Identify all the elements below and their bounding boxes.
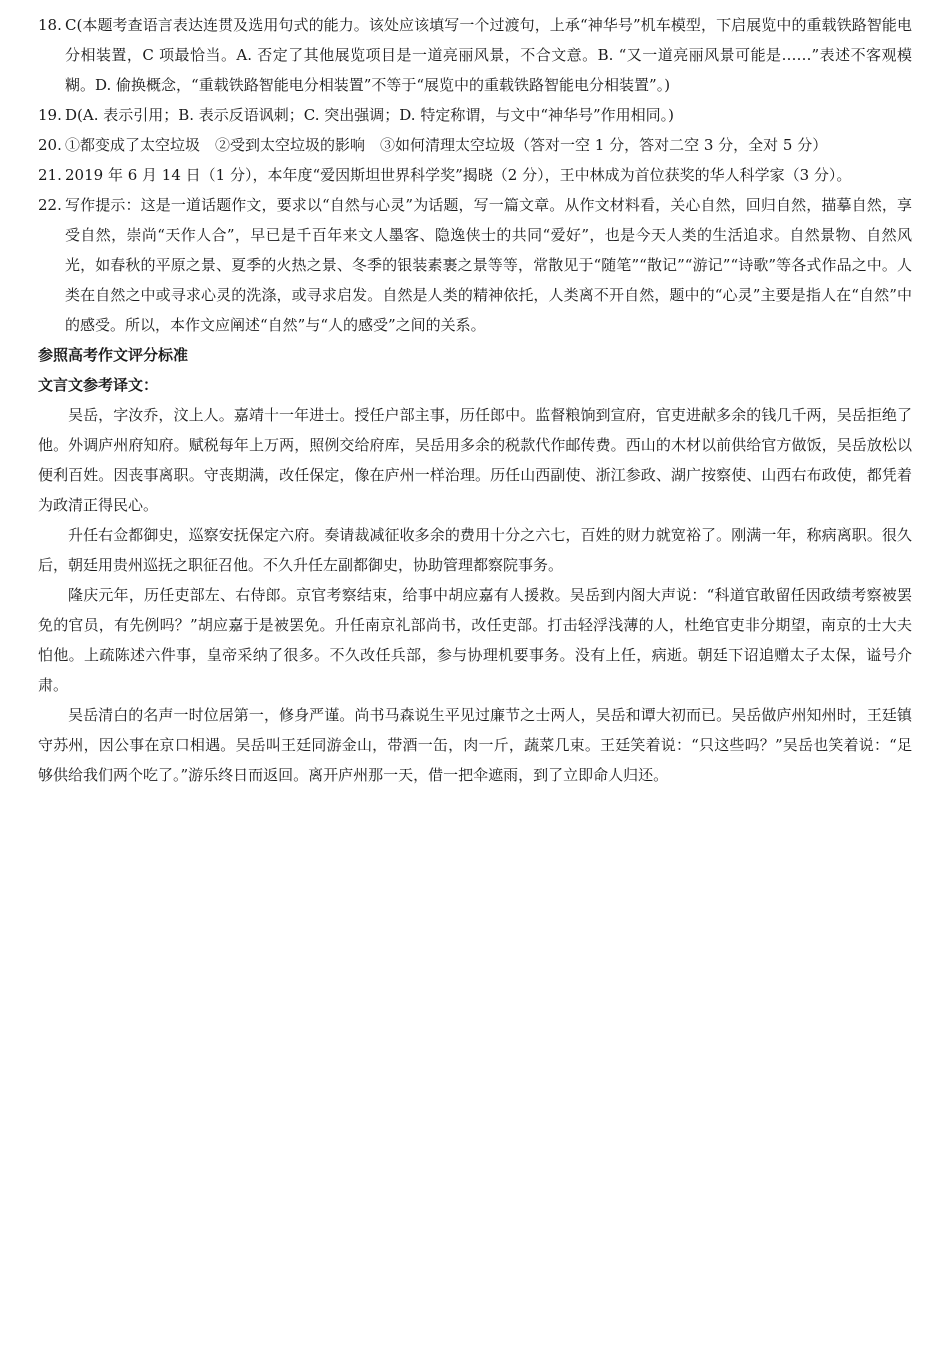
answer-text: ①都变成了太空垃圾 ②受到太空垃圾的影响 ③如何清理太空垃圾（答对一空 1 分，答对二空 3 分，全对 5 分） <box>65 136 828 154</box>
answer-text: C(本题考查语言表达连贯及选用句式的能力。该处应该填写一个过渡句，上承“神华号”机车模型，下启展览中的重载铁路智能电分相装置，C 项最恰当。A. 否定了其他展览项目是一道亮丽风景，不合文意。B. “又一道亮丽风景可能是……”表述不客观模糊。D. 偷换概念，“重载铁路智能电分相装置”不等于“展览中的重载铁路智能电分相装置”。) <box>65 16 912 94</box>
translation-paragraph-4: 吴岳清白的名声一时位居第一，修身严谨。尚书马森说生平见过廉节之士两人，吴岳和谭大初而已。吴岳做庐州知州时，王廷镇守苏州，因公事在京口相遇。吴岳叫王廷同游金山，带酒一缶，肉一斤，蔬菜几束。王廷笑着说：“只这些吗？”吴岳也笑着说：“足够供给我们两个吃了。”游乐终日而返回。离开庐州那一天，借一把伞遮雨，到了立即命人归还。 <box>38 706 912 784</box>
answer-18 <box>38 10 912 100</box>
translation-paragraph-3: 隆庆元年，历任吏部左、右侍郎。京官考察结束，给事中胡应嘉有人援救。吴岳到内阁大声说：“科道官敢留任因政绩考察被罢免的官员，有先例吗？”胡应嘉于是被罢免。升任南京礼部尚书，改任吏部。打击轻浮浅薄的人，杜绝官吏非分期望，南京的士大夫怕他。上疏陈述六件事，皇帝采纳了很多。不久改任兵部，参与协理机要事务。没有上任，病逝。朝廷下诏追赠太子太保，谥号介肃。 <box>38 586 912 694</box>
question-number: 21. <box>38 166 62 184</box>
answer-key-page <box>38 10 912 790</box>
answer-19 <box>38 100 912 130</box>
question-number: 22. <box>38 196 62 214</box>
answer-21 <box>38 160 912 190</box>
translation-heading: 文言文参考译文： <box>38 376 159 394</box>
answer-22 <box>38 190 912 340</box>
question-number: 19. <box>38 106 62 124</box>
question-number: 18. <box>38 16 62 34</box>
answer-text: 写作提示：这是一道话题作文，要求以“自然与心灵”为话题，写一篇文章。从作文材料看，关心自然，回归自然，描摹自然，享受自然，崇尚“天作人合”，早已是千百年来文人墨客、隐逸侠士的共同“爱好”，也是今天人类的生活追求。自然景物、自然风光，如春秋的平原之景、夏季的火热之景、冬季的银装素裹之景等等，常散见于“随笔”“散记”“游记”“诗歌”等各式作品之中。人类在自然之中或寻求心灵的洗涤，或寻求启发。自然是人类的精神依托，人类离不开自然，题中的“心灵”主要是指人在“自然”中的感受。所以，本作文应阐述“自然”与“人的感受”之间的关系。 <box>65 196 912 334</box>
scoring-standard-heading: 参照高考作文评分标准 <box>38 346 189 364</box>
translation-paragraph-2: 升任右佥都御史，巡察安抚保定六府。奏请裁减征收多余的费用十分之六七，百姓的财力就宽裕了。刚满一年，称病离职。很久后，朝廷用贵州巡抚之职征召他。不久升任左副都御史，协助管理都察院事务。 <box>38 526 912 574</box>
answer-text: D(A. 表示引用；B. 表示反语讽刺；C. 突出强调；D. 特定称谓，与文中“神华号”作用相同。) <box>65 106 675 124</box>
answer-text: 2019 年 6 月 14 日（1 分），本年度“爱因斯坦世界科学奖”揭晓（2 分），王中林成为首位获奖的华人科学家（3 分）。 <box>65 166 852 184</box>
translation-paragraph-1: 吴岳，字汝乔，汶上人。嘉靖十一年进士。授任户部主事，历任郎中。监督粮饷到宣府，官吏进献多余的钱几千两，吴岳拒绝了他。外调庐州府知府。赋税每年上万两，照例交给府库，吴岳用多余的税款代作邮传费。西山的木材以前供给官方做饭，吴岳放松以便利百姓。因丧事离职。守丧期满，改任保定，像在庐州一样治理。历任山西副使、浙江参政、湖广按察使、山西右布政使，都凭着为政清正得民心。 <box>38 406 912 514</box>
question-number: 20. <box>38 136 62 154</box>
answer-20 <box>38 130 912 160</box>
